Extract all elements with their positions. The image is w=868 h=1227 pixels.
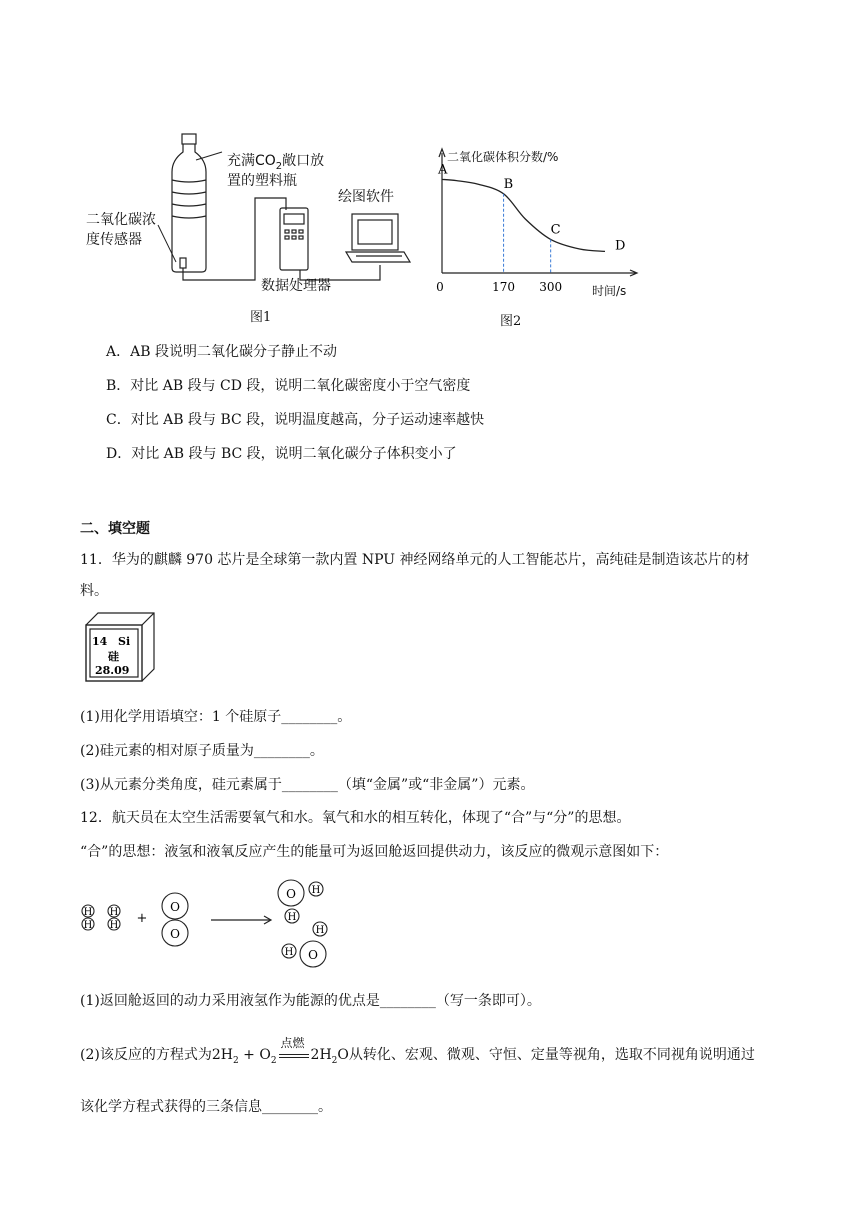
section-title: 二、填空题 — [80, 521, 150, 537]
bottle-label — [227, 150, 324, 172]
bottle-label-subscript: 2 — [275, 160, 283, 172]
h-atom: H — [109, 907, 119, 918]
q12-line1: 12．航天员在太空生活需要氧气和水。氧气和水的相互转化，体现了“合”与“分”的思想。 — [80, 810, 631, 826]
x-tick-label: 300 — [539, 280, 563, 294]
q11-sub1: (1)用化学用语填空：1 个硅原子________。 — [80, 709, 352, 725]
data-processor-device — [280, 208, 308, 270]
sensor-label-line2: 度传感器 — [86, 232, 142, 248]
h-atom: H — [311, 885, 321, 896]
eq-right-end: O — [337, 1047, 349, 1063]
point-label-d: D — [615, 238, 626, 254]
h-atom: H — [315, 925, 325, 936]
chart-ylabel: 二氧化碳体积分数/% — [447, 150, 559, 164]
figure1-caption: 图1 — [250, 310, 272, 325]
figure2-caption: 图2 — [500, 314, 522, 329]
element-symbol: Si — [118, 635, 131, 648]
eq-right: 2H — [310, 1047, 332, 1063]
x-tick-label: 0 — [436, 280, 444, 294]
option-d[interactable]: D．对比 AB 段与 BC 段，说明二氧化碳分子体积变小了 — [106, 446, 457, 462]
o-atom: O — [286, 887, 296, 901]
h-atom: H — [287, 912, 297, 923]
eq-plus: + O — [238, 1047, 271, 1063]
reaction-diagram — [75, 870, 345, 975]
q12-sub2-line1 — [80, 1036, 755, 1066]
h-atom: H — [109, 920, 119, 931]
q12-sub2-line2: 该化学方程式获得的三条信息________。 — [80, 1099, 332, 1115]
computer-icon — [346, 214, 410, 262]
q12-sub1: (1)返回舱返回的动力采用液氢作为能源的优点是________（写一条即可）。 — [80, 993, 541, 1009]
o-atom: O — [170, 900, 180, 914]
eq-left: 2H — [211, 1047, 233, 1063]
software-label: 绘图软件 — [338, 189, 394, 205]
co2-chart — [430, 145, 645, 300]
q12-sub2-pre: (2)该反应的方程式为 — [80, 1047, 212, 1063]
sensor-leader-line — [158, 225, 176, 262]
point-label-b: B — [503, 176, 514, 192]
q11-line2: 料。 — [80, 583, 108, 599]
element-number: 14 — [92, 635, 108, 648]
q11-line1: 11．华为的麒麟 970 芯片是全球第一款内置 NPU 神经网络单元的人工智能芯片，高纯硅是制造该芯片的材 — [80, 552, 750, 568]
q12-line2: “合”的思想：液氢和液氧反应产生的能量可为返回舱返回提供动力，该反应的微观示意图如下： — [80, 844, 669, 860]
plus-sign: + — [136, 911, 148, 926]
eq-condition: 点燃 — [280, 1036, 305, 1050]
bottle-label-text: 充满CO — [227, 153, 276, 169]
h-atom: H — [83, 907, 93, 918]
option-b[interactable]: B．对比 AB 段与 CD 段，说明二氧化碳密度小于空气密度 — [106, 378, 471, 394]
eq-condition-arrow — [279, 1036, 309, 1062]
element-name: 硅 — [108, 650, 119, 663]
bottle-label-line2: 置的塑料瓶 — [227, 173, 297, 189]
element-mass: 28.09 — [95, 664, 130, 677]
eq-sub: 2 — [270, 1055, 277, 1066]
h-atom: H — [83, 920, 93, 931]
chart-xlabel: 时间/s — [592, 284, 627, 298]
silicon-element-card — [80, 607, 160, 687]
plastic-bottle — [172, 134, 206, 272]
o-atom: O — [170, 927, 180, 941]
h-atom: H — [284, 947, 294, 958]
eq-sub: 2 — [331, 1055, 338, 1066]
sensor-label-line1: 二氧化碳浓 — [86, 212, 156, 228]
processor-label: 数据处理器 — [261, 278, 331, 294]
eq-sub: 2 — [232, 1055, 239, 1066]
option-a[interactable]: A．AB 段说明二氧化碳分子静止不动 — [106, 344, 337, 360]
co2-series-line — [442, 176, 605, 251]
bottle-label-text-end: 敞口放 — [282, 153, 325, 169]
sensor-cable — [183, 198, 286, 280]
q12-sub2-post: 从转化、宏观、微观、守恒、定量等视角，选取不同视角说明通过 — [348, 1047, 755, 1063]
point-label-c: C — [550, 222, 561, 238]
point-label-a: A — [438, 162, 448, 178]
option-c[interactable]: C．对比 AB 段与 BC 段，说明温度越高，分子运动速率越快 — [106, 412, 485, 428]
reaction-arrow — [211, 916, 271, 924]
o-atom: O — [308, 948, 318, 962]
q11-sub2: (2)硅元素的相对原子质量为________。 — [80, 743, 324, 759]
equation — [211, 1036, 349, 1066]
q11-sub3: (3)从元素分类角度，硅元素属于________（填“金属”或“非金属”）元素。 — [80, 777, 535, 793]
x-tick-label: 170 — [492, 280, 516, 294]
